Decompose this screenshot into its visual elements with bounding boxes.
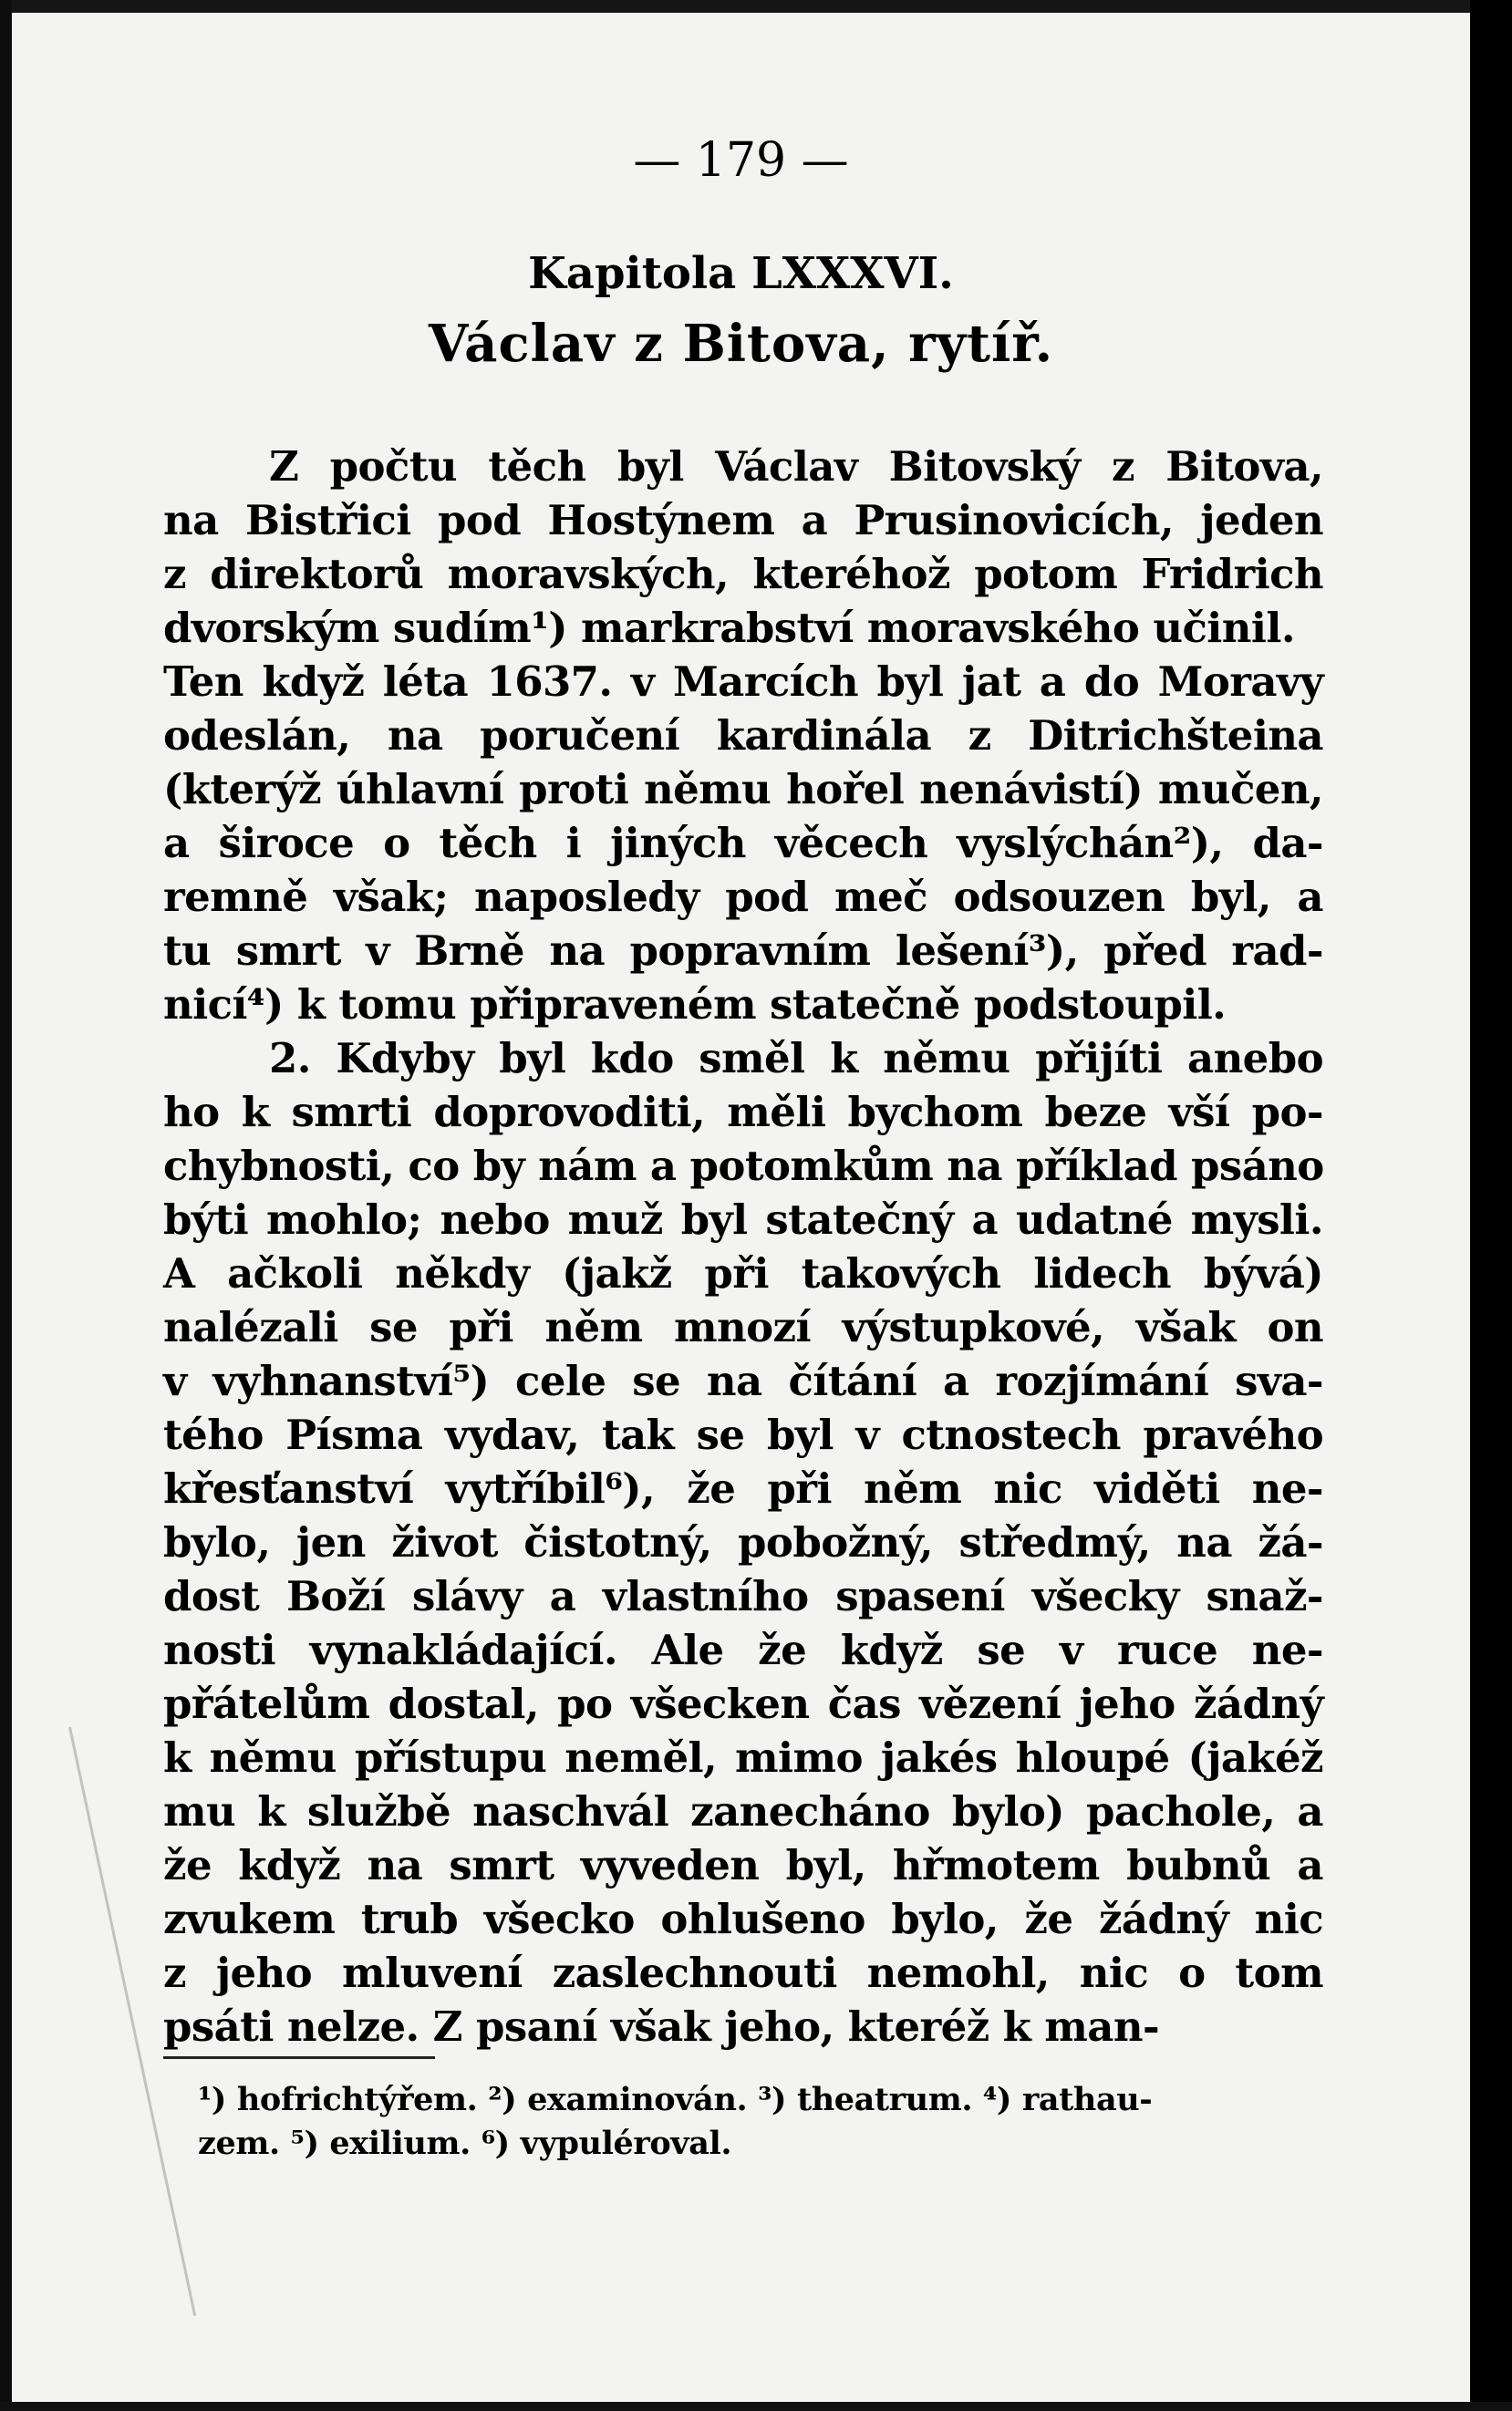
text-line: z direktorů moravských, kteréhož potom Fridrich <box>163 550 1323 598</box>
text-line: dost Boží slávy a vlastního spasení všecky snaž- <box>163 1572 1323 1620</box>
page-number: — 179 — <box>633 133 849 188</box>
text-line: A ačkoli někdy (jakž při takových lidech bývá) <box>163 1249 1323 1298</box>
text-line: v vyhnanství⁵) cele se na čítání a rozjímání sva- <box>163 1357 1323 1405</box>
scan-bottom-edge <box>0 2402 1512 2411</box>
text-line: tého Písma vydav, tak se byl v ctnostech pravého <box>163 1411 1323 1459</box>
text-line: bylo, jen život čistotný, pobožný, středmý, na žá- <box>163 1518 1323 1567</box>
chapter-title: Václav z Bitova, rytíř. <box>428 314 1054 374</box>
text-line: nicí⁴) k tomu připraveném statečně podstoupil. <box>163 980 1227 1029</box>
text-line: odeslán, na poručení kardinála z Ditrichšteina <box>163 711 1323 760</box>
text-line: a široce o těch i jiných věcech vyslýchán²), da- <box>163 819 1323 867</box>
text-line: křesťanství vytříbil⁶), že při něm nic viděti ne- <box>163 1464 1323 1513</box>
text-line: tu smrt v Brně na popravním lešení³), před rad- <box>163 926 1323 975</box>
text-line: že když na smrt vyveden byl, hřmotem bubnů a <box>163 1841 1323 1889</box>
footnote-line: ¹) hofrichtýřem. ²) examinován. ³) theatrum. ⁴) rathau- <box>198 2081 1153 2118</box>
text-line: z jeho mluvení zaslechnouti nemohl, nic o tom <box>163 1949 1323 1997</box>
text-line: zvukem trub všecko ohlušeno bylo, že žádný nic <box>163 1895 1323 1943</box>
scan-right-edge <box>1470 0 1512 2411</box>
text-line: býti mohlo; nebo muž byl statečný a udatné mysli. <box>163 1195 1323 1244</box>
text-line: Z počtu těch byl Václav Bitovský z Bitova, <box>269 442 1323 491</box>
text-line: na Bistřici pod Hostýnem a Prusinovicích, jeden <box>163 496 1323 544</box>
scan-top-edge <box>0 0 1512 13</box>
footnotes <box>198 2078 1323 2166</box>
scan-left-edge <box>0 0 12 2411</box>
text-line: dvorským sudím¹) markrabství moravského učinil. <box>163 604 1295 652</box>
footnote-rule <box>163 2056 435 2059</box>
text-line: chybnosti, co by nám a potomkům na příklad psáno <box>163 1142 1324 1190</box>
footnote-line: zem. ⁵) exilium. ⁶) vypuléroval. <box>198 2125 732 2162</box>
text-line: k němu přístupu neměl, mimo jakés hloupé (jakéž <box>163 1733 1323 1782</box>
text-line: remně však; naposledy pod meč odsouzen byl, a <box>163 873 1323 921</box>
text-line: (kterýž úhlavní proti němu hořel nenávistí) mučen, <box>163 765 1323 813</box>
text-line: přátelům dostal, po všecken čas vězení jeho žádný <box>163 1680 1323 1728</box>
chapter-heading: Kapitola LXXXVI. <box>528 248 954 299</box>
text-line: nosti vynakládající. Ale že když se v ruce ne- <box>163 1626 1323 1674</box>
text-line: Ten když léta 1637. v Marcích byl jat a do Moravy <box>163 657 1323 706</box>
text-line: nalézali se při něm mnozí výstupkové, však on <box>163 1303 1323 1351</box>
text-line: psáti nelze. Z psaní však jeho, kteréž k man- <box>163 2002 1160 2051</box>
text-line: 2. Kdyby byl kdo směl k němu přijíti anebo <box>269 1034 1323 1082</box>
body-text <box>163 440 1323 2054</box>
text-line: mu k službě naschvál zanecháno bylo) pachole, a <box>163 1787 1323 1836</box>
text-line: ho k smrti doprovoditi, měli bychom beze vší po- <box>163 1088 1323 1136</box>
book-page <box>12 13 1470 2402</box>
